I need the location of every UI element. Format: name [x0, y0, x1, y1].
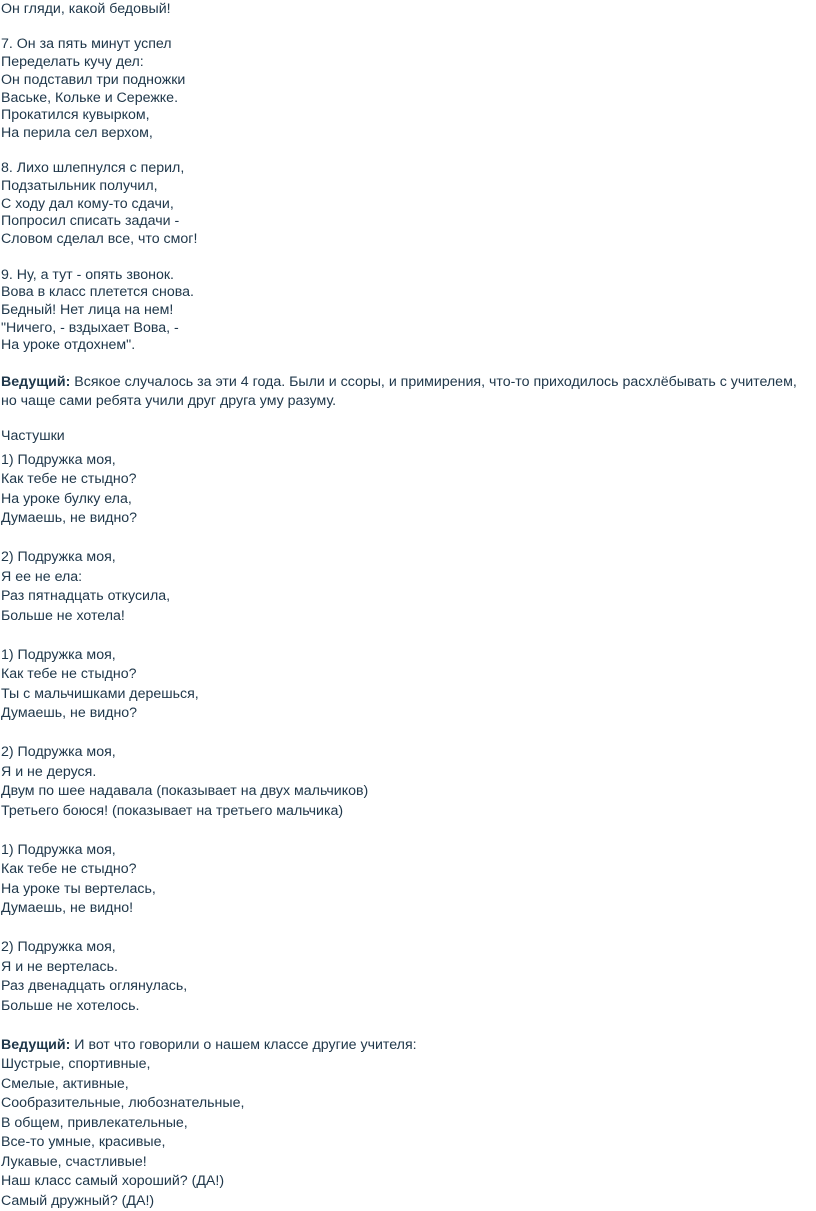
verse-line: 1) Подружка моя, [1, 841, 116, 858]
verse-line: Ты с мальчишками дерешься, [1, 685, 199, 702]
praise-line: Сообразительные, любознательные, [1, 1095, 245, 1112]
verse [1, 743, 813, 821]
stanza-line: Словом сделал все, что смог! [1, 231, 198, 248]
host-text: И вот что говорили о нашем классе другие учителя: [70, 1036, 417, 1053]
verse [1, 548, 813, 626]
verse-line: Как тебе не стыдно? [1, 861, 137, 878]
stanza-line: Бедный! Нет лица на нем! [1, 301, 174, 318]
verse-line: Я ее не ела: [1, 568, 83, 585]
host-paragraph-1 [1, 373, 813, 410]
verse-line: Больше не хотелось. [1, 997, 140, 1014]
verse-line: На уроке ты вертелась, [1, 880, 156, 897]
stanza-line: 8. Лихо шлепнулся с перил, [1, 160, 185, 177]
verse-line: Думаешь, не видно? [1, 510, 138, 527]
poem-intro-line: Он гляди, какой бедовый! [1, 1, 171, 17]
stanza-line: На перила сел верхом, [1, 124, 153, 141]
verse-line: Я и не вертелась. [1, 958, 118, 975]
chastushki-section [1, 427, 813, 1211]
verse-line: Раз двенадцать оглянулась, [1, 978, 188, 995]
praise-line: Наш класс самый хороший? (ДА!) [1, 1173, 225, 1190]
verse-line: Я и не деруся. [1, 763, 97, 780]
stanza-7 [1, 36, 813, 142]
verse-line: 1) Подружка моя, [1, 646, 116, 663]
praise-line: Смелые, активные, [1, 1075, 129, 1092]
stanza-line: Подзатыльник получил, [1, 178, 158, 194]
stanza-line: 7. Он за пять минут успел [1, 36, 172, 53]
verse-line: Третьего боюся! (показывает на третьего мальчика) [1, 802, 344, 819]
host-label: Ведущий: [1, 1036, 71, 1053]
praise-line: Лукавые, счастливые! [1, 1153, 147, 1170]
stanza-line: С ходу дал кому-то сдачи, [1, 195, 174, 212]
verse-line: Больше не хотела! [1, 607, 125, 624]
verse-line: На уроке булку ела, [1, 490, 132, 507]
verse [1, 938, 813, 1016]
stanza-line: Попросил списать задачи - [1, 213, 180, 230]
host-label: Ведущий: [1, 374, 71, 391]
verse-line: 2) Подружка моя, [1, 939, 116, 956]
section-title: Частушки [1, 428, 65, 445]
host-text: Всякое случалось за эти 4 года. Были и ссоры, и примирения, что-то приходилось расхлёбывать с учителем, но чаще сами ребята учили друг друга уму разуму. [1, 374, 797, 409]
host-line [1, 1036, 813, 1056]
verse-line: Как тебе не стыдно? [1, 666, 137, 683]
stanza-line: Прокатился кувырком, [1, 107, 150, 124]
verse-line: Думаешь, не видно? [1, 705, 138, 722]
verse-line: Как тебе не стыдно? [1, 471, 137, 488]
document-body [1, 0, 813, 1211]
praise-line: Шустрые, спортивные, [1, 1056, 151, 1073]
stanza-line: Вова в класс плетется снова. [1, 284, 194, 301]
praise-line: В общем, привлекательные, [1, 1114, 188, 1131]
verse [1, 451, 813, 529]
verse-line: Двум по шее надавала (показывает на двух мальчиков) [1, 783, 369, 800]
stanza-9 [1, 267, 813, 356]
verse [1, 646, 813, 724]
verse-line: Думаешь, не видно! [1, 900, 134, 917]
stanza-line: Ваське, Кольке и Сережке. [1, 89, 179, 106]
stanza-8 [1, 160, 813, 249]
praise-line: Все-то умные, красивые, [1, 1134, 166, 1151]
verse [1, 841, 813, 919]
verse-line: 2) Подружка моя, [1, 744, 116, 761]
verse-line: Раз пятнадцать откусила, [1, 588, 171, 605]
stanza-line: На уроке отдохнем". [1, 337, 136, 354]
stanza-line: Он подставил три подножки [1, 71, 186, 88]
verse-line: 2) Подружка моя, [1, 549, 116, 566]
praise-line: Самый дружный? (ДА!) [1, 1192, 155, 1209]
host-block-2 [1, 1036, 813, 1211]
stanza-line: "Ничего, - вздыхает Вова, - [1, 319, 179, 336]
verse-line: 1) Подружка моя, [1, 451, 116, 468]
stanza-line: 9. Ну, а тут - опять звонок. [1, 266, 174, 283]
poem-top [1, 0, 813, 355]
stanza-line: Переделать кучу дел: [1, 54, 144, 71]
